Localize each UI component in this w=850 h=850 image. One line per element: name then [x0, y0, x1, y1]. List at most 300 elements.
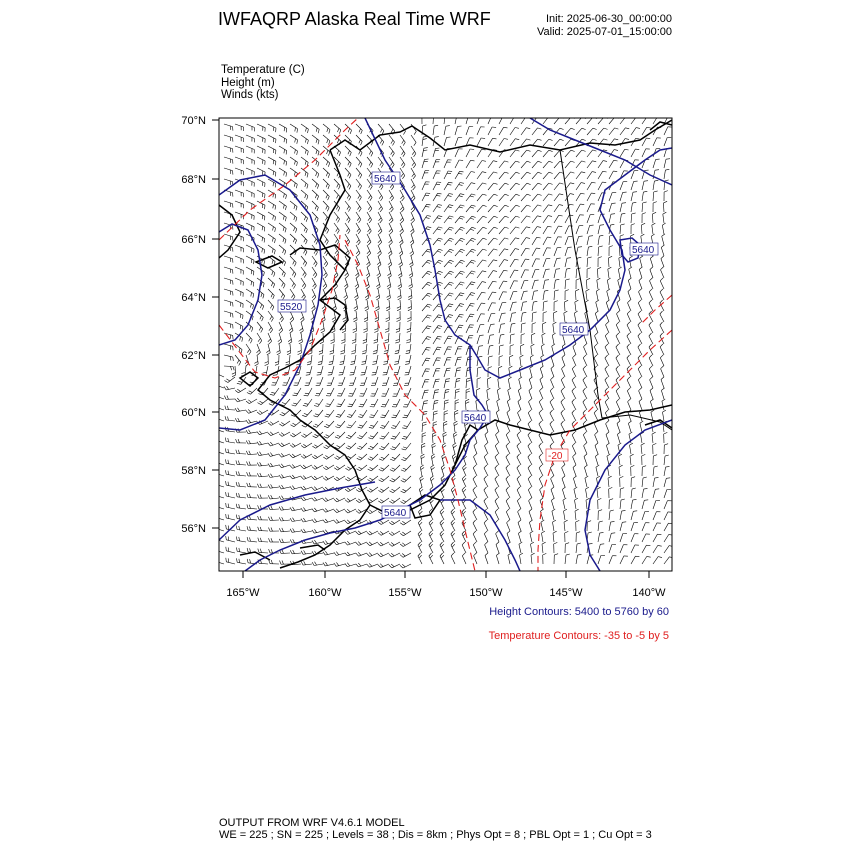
wind-barb-flag [359, 151, 361, 155]
wind-barb [499, 194, 505, 201]
wind-barb-flag [573, 454, 576, 457]
wind-barb-flag [665, 180, 669, 181]
wind-barb [400, 135, 405, 142]
wind-barb-flag [285, 217, 286, 221]
wind-barb-flag [448, 262, 452, 263]
wind-barb [510, 335, 511, 344]
wind-barb [303, 542, 312, 544]
wind-barb [542, 324, 543, 333]
wind-barb-flag [315, 414, 319, 415]
wind-barb-flag [549, 183, 553, 184]
wind-barb [620, 225, 621, 234]
wind-barb-flag [271, 538, 273, 542]
wind-barb [444, 160, 448, 168]
wind-barb-flag [459, 229, 463, 230]
wind-barb [642, 203, 643, 212]
wind-barb [257, 168, 265, 172]
wind-barb [609, 522, 611, 531]
height-contour-label: 5640 [384, 508, 407, 519]
wind-barb [587, 128, 593, 135]
wind-barb [649, 325, 653, 333]
wind-barb-flag [625, 149, 629, 150]
wind-barb [301, 190, 308, 196]
wind-barb-flag [391, 428, 395, 429]
wind-barb-flag [280, 561, 282, 565]
init-time: Init: 2025-06-30_00:00:00 [546, 13, 672, 25]
wind-barb [595, 336, 599, 344]
wind-barb-flag [381, 478, 385, 480]
wind-barb-flag [652, 432, 656, 434]
wind-barb [279, 135, 287, 140]
wind-barb [433, 379, 436, 388]
wind-barb-flag [258, 505, 259, 509]
wind-barb-flag [605, 366, 608, 369]
alaska-north-coast [330, 120, 672, 152]
wind-barb [226, 496, 235, 498]
wind-barb-flag [467, 378, 471, 379]
wind-barb-flag [277, 350, 281, 352]
wind-barb-flag [517, 421, 520, 424]
wind-barb [245, 366, 246, 375]
wind-barb-flag [344, 295, 347, 298]
wind-barb [649, 358, 653, 366]
wind-barb-flag [346, 437, 350, 438]
wind-barb-flag [225, 406, 226, 410]
wind-barb-flag [327, 150, 328, 154]
wind-barb [444, 390, 445, 399]
wind-barb-flag [643, 191, 647, 192]
wind-barb-flag [379, 480, 383, 482]
wind-barb-flag [621, 213, 625, 214]
wind-barb-flag [402, 151, 404, 154]
wind-barb-flag [511, 323, 515, 324]
wind-barb [640, 423, 642, 432]
wind-barb [268, 201, 276, 206]
wind-barb-flag [260, 527, 261, 531]
canada-islands [645, 122, 672, 428]
wind-barb [363, 388, 367, 396]
wind-barb-flag [525, 259, 529, 260]
wind-barb-flag [412, 174, 415, 177]
wind-barb [576, 236, 579, 245]
wind-barb-flag [621, 224, 625, 225]
wind-barb-flag [313, 284, 316, 287]
wind-barb [316, 443, 323, 448]
wind-barb-flag [305, 150, 306, 154]
wind-barb-flag [517, 487, 520, 490]
wind-barb [303, 531, 312, 533]
wind-barb [619, 456, 621, 465]
wind-barb-flag [523, 302, 527, 303]
wind-barb-flag [419, 555, 422, 558]
wind-barb-flag [303, 507, 305, 510]
wind-barb-flag [539, 421, 542, 424]
wind-barb-flag [558, 226, 562, 227]
wind-barb [301, 135, 308, 140]
wind-barb-flag [505, 216, 509, 217]
wind-barb-flag [494, 194, 498, 195]
wind-barb-flag [448, 273, 452, 274]
wind-barb [455, 216, 461, 223]
wind-barb [433, 182, 437, 190]
wind-barb [224, 366, 233, 367]
wind-barb-flag [318, 174, 319, 178]
wind-barb [455, 357, 458, 366]
wind-barb-flag [249, 483, 250, 487]
wind-barb-flag [361, 142, 363, 146]
wind-barb-flag [559, 205, 563, 206]
wind-barb-flag [426, 358, 430, 359]
wind-barb-flag [367, 564, 370, 567]
wind-barb-flag [258, 339, 260, 342]
wind-barb-flag [668, 116, 672, 117]
wind-barb-flag [539, 399, 542, 402]
wind-barb-flag [562, 344, 565, 347]
wind-barb [576, 172, 581, 179]
wind-barb-flag [341, 351, 345, 352]
wind-barb-flag [393, 415, 397, 416]
wind-barb [399, 344, 400, 353]
wind-barb-flag [284, 160, 285, 164]
wind-barb-flag [395, 353, 399, 354]
wind-barb [510, 139, 515, 146]
wind-barb-flag [282, 561, 284, 565]
wind-barb-flag [292, 454, 295, 457]
wind-barb-flag [226, 379, 230, 381]
wind-barb-flag [337, 435, 341, 437]
wind-barb [653, 159, 656, 168]
wind-barb [257, 355, 258, 364]
wind-barb [301, 267, 306, 274]
wind-barb [235, 212, 243, 215]
wind-barb-flag [354, 320, 358, 322]
model-config: WE = 225 ; SN = 225 ; Levels = 38 ; Dis = 8km ; Phys Opt = 8 ; PBL Opt = 1 ; Cu Opt = 3 [219, 829, 652, 841]
wind-barb-flag [282, 412, 286, 414]
wind-barb [477, 161, 482, 169]
wind-barb [289, 355, 290, 364]
wind-barb-flag [317, 219, 319, 223]
wind-barb-flag [618, 443, 621, 445]
wind-barb-flag [271, 495, 273, 499]
wind-barb [290, 135, 298, 140]
wind-barb-flag [401, 491, 405, 493]
wind-barb [596, 302, 598, 311]
wind-barb-flag [473, 465, 476, 468]
wind-barb-flag [346, 275, 349, 278]
wind-barb [652, 434, 653, 443]
wind-barb [215, 484, 224, 487]
wind-barb [606, 302, 609, 311]
wind-barb [498, 368, 499, 377]
wind-barb-flag [472, 238, 476, 239]
wind-barb-flag [275, 362, 279, 363]
wind-barb [554, 172, 560, 179]
wind-barb-flag [505, 205, 509, 206]
wind-barb [237, 486, 246, 487]
wind-barb-flag [358, 563, 361, 566]
wind-barb [367, 146, 373, 153]
wind-barb [292, 553, 301, 554]
wind-barb-flag [368, 253, 371, 256]
wind-barb-flag [293, 297, 295, 300]
wind-barb-flag [560, 128, 564, 129]
wind-barb [352, 388, 356, 396]
lat-label: 64°N [181, 292, 206, 304]
wind-barb [609, 128, 615, 135]
wind-barb-flag [226, 547, 227, 551]
wind-barb-flag [641, 223, 645, 225]
wind-barb-flag [302, 283, 304, 286]
wind-barb-flag [371, 164, 373, 168]
wind-barb-flag [482, 149, 486, 150]
wind-barb [466, 271, 472, 278]
wind-barb-flag [275, 172, 276, 176]
wind-barb-flag [530, 531, 533, 533]
wind-barb-flag [314, 250, 316, 254]
wind-barb-flag [369, 478, 373, 480]
height-contours [219, 118, 672, 571]
wind-barb-flag [283, 285, 285, 289]
wind-barb-flag [304, 216, 306, 220]
wind-barb-flag [312, 541, 314, 544]
wind-barb [552, 346, 554, 355]
wind-barb [596, 291, 598, 300]
wind-barb-flag [326, 184, 328, 188]
wind-barb [620, 160, 624, 168]
wind-barb [584, 467, 587, 476]
wind-barb [279, 168, 287, 173]
wind-barb [477, 335, 480, 344]
wind-barb-flag [350, 164, 352, 168]
wind-barb-flag [384, 350, 388, 351]
wind-barb-flag [307, 185, 308, 189]
wind-barb-flag [625, 139, 629, 140]
wind-barb [574, 489, 576, 498]
wind-barb-flag [471, 303, 475, 304]
wind-barb [650, 391, 653, 400]
wind-barb-flag [593, 150, 597, 151]
wind-barb-flag [329, 152, 330, 156]
wind-barb-flag [550, 410, 553, 413]
wind-barb-flag [647, 117, 651, 118]
wind-barb-flag [246, 430, 248, 433]
wind-barb [539, 446, 543, 454]
wind-barb-flag [369, 489, 372, 491]
wind-barb [661, 390, 664, 399]
wind-barb-flag [418, 531, 421, 534]
alaska-canada-border [560, 150, 602, 418]
wind-barb [343, 355, 345, 364]
wind-barb-flag [457, 115, 461, 116]
wind-barb [521, 227, 526, 234]
wind-barb [598, 139, 604, 146]
wind-barb-flag [617, 410, 620, 413]
wind-barb [521, 183, 527, 190]
wind-barb [350, 432, 356, 439]
wind-barb [617, 314, 621, 322]
wind-barb-flag [511, 334, 515, 335]
wind-barb-flag [282, 283, 284, 287]
wind-barb [565, 161, 571, 168]
wind-barb-flag [462, 553, 465, 556]
wind-barb-flag [560, 183, 564, 184]
wind-barb-flag [237, 389, 240, 391]
wind-barb-flag [351, 353, 355, 354]
wind-barb [290, 223, 297, 229]
wind-barb-flag [497, 399, 500, 401]
wind-barb-flag [298, 353, 302, 355]
wind-barb [290, 256, 296, 263]
wind-barb-flag [649, 322, 652, 325]
wind-barb [597, 280, 598, 289]
wind-barb [248, 508, 257, 509]
wind-barb-flag [453, 445, 456, 447]
wind-barb-flag [445, 392, 449, 393]
wind-barb-flag [518, 399, 521, 402]
wind-barb-flag [506, 454, 509, 457]
wind-barb-flag [534, 291, 538, 292]
wind-barb-flag [507, 410, 510, 413]
wind-barb-flag [359, 197, 361, 200]
wind-barb [521, 259, 525, 267]
wind-barb [400, 289, 401, 298]
wind-barb-flag [412, 151, 414, 154]
wind-barb-flag [607, 454, 610, 456]
wind-barb [224, 146, 233, 149]
wind-barb [226, 442, 235, 444]
wind-barb-flag [459, 273, 463, 274]
wind-barb-flag [246, 420, 248, 423]
wind-barb-flag [324, 286, 327, 289]
wind-barb [477, 368, 478, 377]
wind-barb [506, 446, 510, 454]
wind-barb [268, 168, 276, 172]
wind-barb-flag [334, 510, 337, 513]
wind-barb-flag [305, 172, 306, 176]
wind-barb [393, 487, 400, 493]
wind-barb [215, 528, 224, 531]
wind-barb-flag [251, 292, 252, 296]
wind-barb [320, 377, 323, 385]
wind-barb-flag [389, 265, 392, 268]
wind-barb-flag [427, 204, 431, 205]
wind-barb-flag [378, 251, 381, 254]
wind-barb [455, 126, 458, 135]
wind-barb-flag [428, 293, 432, 294]
wind-barb [539, 424, 543, 432]
wind-barb-flag [269, 560, 270, 564]
wind-barb-flag [512, 313, 516, 314]
wind-barb [433, 315, 438, 322]
wind-barb-flag [369, 510, 372, 513]
wind-barb-flag [340, 361, 344, 362]
wind-barb-flag [653, 455, 657, 456]
wind-barb-flag [262, 215, 263, 219]
wind-barb-flag [595, 311, 598, 314]
wind-barb-flag [391, 543, 394, 546]
wind-barb-flag [226, 459, 227, 463]
wind-barb-flag [292, 444, 295, 447]
wind-barb [499, 227, 505, 234]
wind-barb-flag [289, 342, 292, 344]
wind-barb [620, 545, 623, 553]
wind-barb-flag [251, 270, 252, 274]
wind-barb-flag [402, 449, 406, 450]
wind-barb-flag [246, 410, 249, 413]
wind-barb-flag [282, 506, 284, 510]
wind-barb-flag [390, 480, 394, 482]
wind-barb-flag [402, 532, 405, 534]
wind-barb [608, 269, 609, 278]
wind-barb-flag [356, 511, 359, 514]
wind-barb [433, 336, 438, 344]
wind-barb-flag [305, 393, 309, 394]
wind-barb [301, 278, 306, 286]
wind-barb-flag [642, 466, 646, 467]
wind-barb [433, 412, 434, 421]
wind-barb-flag [505, 161, 509, 162]
wind-barb-flag [526, 227, 530, 228]
wind-barb-flag [453, 456, 456, 459]
wind-barb-flag [427, 337, 431, 338]
wind-barb [422, 171, 425, 179]
wind-barb [317, 410, 323, 417]
wind-barb [609, 214, 611, 223]
wind-barb [642, 556, 647, 564]
wind-barb [664, 159, 666, 168]
wind-barb-flag [359, 436, 363, 437]
wind-barb-flag [239, 493, 240, 497]
wind-barb [246, 267, 254, 271]
wind-barb [314, 542, 323, 544]
wind-barb-flag [428, 282, 432, 283]
wind-barb [510, 150, 516, 157]
wind-barb-flag [272, 249, 273, 253]
wind-barb [576, 226, 579, 234]
wind-barb-flag [528, 454, 531, 457]
wind-barb-flag [383, 364, 387, 365]
wind-barb-flag [335, 286, 338, 289]
wind-barb [389, 157, 394, 164]
wind-barb [586, 280, 587, 289]
wind-barb [319, 388, 323, 396]
wind-barb [367, 168, 373, 175]
wind-barb [642, 127, 647, 135]
wind-barb-flag [529, 388, 532, 391]
wind-barb-flag [328, 196, 330, 200]
wind-barb [330, 388, 334, 396]
wind-barb-flag [326, 445, 329, 447]
wind-barb-flag [518, 509, 521, 512]
wind-barb-flag [348, 208, 350, 212]
wind-barb-flag [391, 140, 393, 144]
wind-barb-flag [345, 286, 348, 289]
wind-barb [554, 258, 557, 267]
wind-barb [576, 150, 582, 157]
wind-barb-flag [347, 541, 350, 544]
wind-barb-flag [298, 351, 302, 353]
wind-barb [215, 550, 224, 553]
wind-barb [290, 201, 297, 207]
wind-barb-flag [295, 139, 296, 143]
wind-barb-flag [254, 361, 258, 363]
wind-barb-flag [457, 368, 461, 369]
wind-barb-flag [242, 338, 243, 342]
wind-barb [474, 434, 477, 443]
wind-barb [268, 234, 275, 239]
wind-barb-flag [236, 450, 237, 454]
wind-barb-flag [452, 522, 455, 525]
